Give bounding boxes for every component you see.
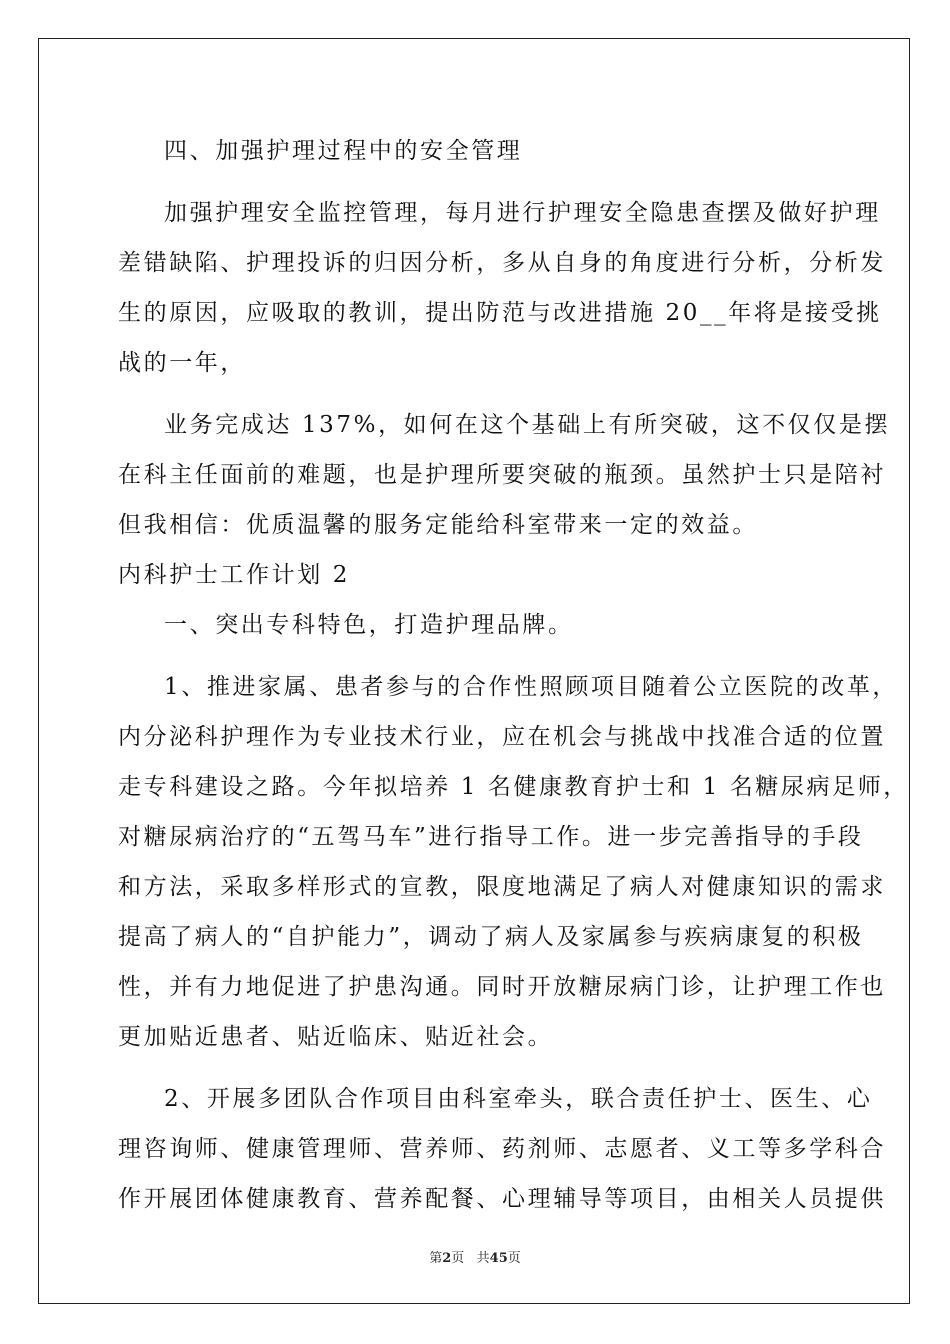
paragraph-line: 性，并有力地促进了护患沟通。同时开放糖尿病门诊，让护理工作也 — [118, 974, 886, 1000]
paragraph-line: 加强护理安全监控管理，每月进行护理安全隐患查摆及做好护理 — [164, 200, 881, 226]
paragraph-line: 作开展团体健康教育、营养配餐、心理辅导等项目，由相关人员提供 — [118, 1186, 886, 1212]
page-label-prefix: 第 — [429, 1251, 443, 1266]
document-body — [118, 126, 909, 1224]
paragraph-line: 1、推进家属、患者参与的合作性照顾项目随着公立医院的改革， — [164, 674, 899, 700]
document-subtitle: 内科护士工作计划 2 — [118, 562, 350, 588]
paragraph-line: 但我相信：优质温馨的服务定能给科室带来一定的效益。 — [118, 512, 758, 538]
page-label-suffix: 页 — [507, 1251, 521, 1266]
paragraph-line: 走专科建设之路。今年拟培养 1 名健康教育护士和 1 名糖尿病足师， — [118, 774, 909, 800]
paragraph-line: 差错缺陷、护理投诉的归因分析，多从自身的角度进行分析，分析发 — [118, 250, 886, 276]
section-heading: 一、突出专科特色，打造护理品牌。 — [164, 612, 574, 638]
paragraph-line: 战的一年， — [118, 350, 246, 376]
paragraph-line: 提高了病人的“自护能力”，调动了病人及家属参与疾病康复的积极 — [118, 924, 864, 950]
paragraph-line: 更加贴近患者、贴近临床、贴近社会。 — [118, 1024, 554, 1050]
paragraph-line: 对糖尿病治疗的“五驾马车”进行指导工作。进一步完善指导的手段 — [118, 824, 864, 850]
paragraph-line: 和方法，采取多样形式的宣教，限度地满足了病人对健康知识的需求 — [118, 874, 886, 900]
paragraph-line: 业务完成达 137%，如何在这个基础上有所突破，这不仅仅是摆 — [164, 412, 891, 438]
paragraph-line: 理咨询师、健康管理师、营养师、药剂师、志愿者、义工等多学科合 — [118, 1136, 886, 1162]
page-label-mid: 页 共 — [451, 1251, 490, 1266]
current-page-number: 2 — [442, 1251, 452, 1266]
paragraph-line: 内分泌科护理作为专业技术行业，应在机会与挑战中找准合适的位置 — [118, 724, 886, 750]
page-number-footer — [0, 1247, 950, 1266]
paragraph-line: 在科主任面前的难题，也是护理所要突破的瓶颈。虽然护士只是陪衬 — [118, 462, 886, 488]
section-heading: 四、加强护理过程中的安全管理 — [164, 138, 523, 164]
total-page-count: 45 — [489, 1251, 508, 1266]
paragraph-line: 生的原因，应吸取的教训，提出防范与改进措施 20__年将是接受挑 — [118, 300, 882, 326]
paragraph-line: 2、开展多团队合作项目由科室牵头，联合责任护士、医生、心 — [164, 1086, 873, 1112]
